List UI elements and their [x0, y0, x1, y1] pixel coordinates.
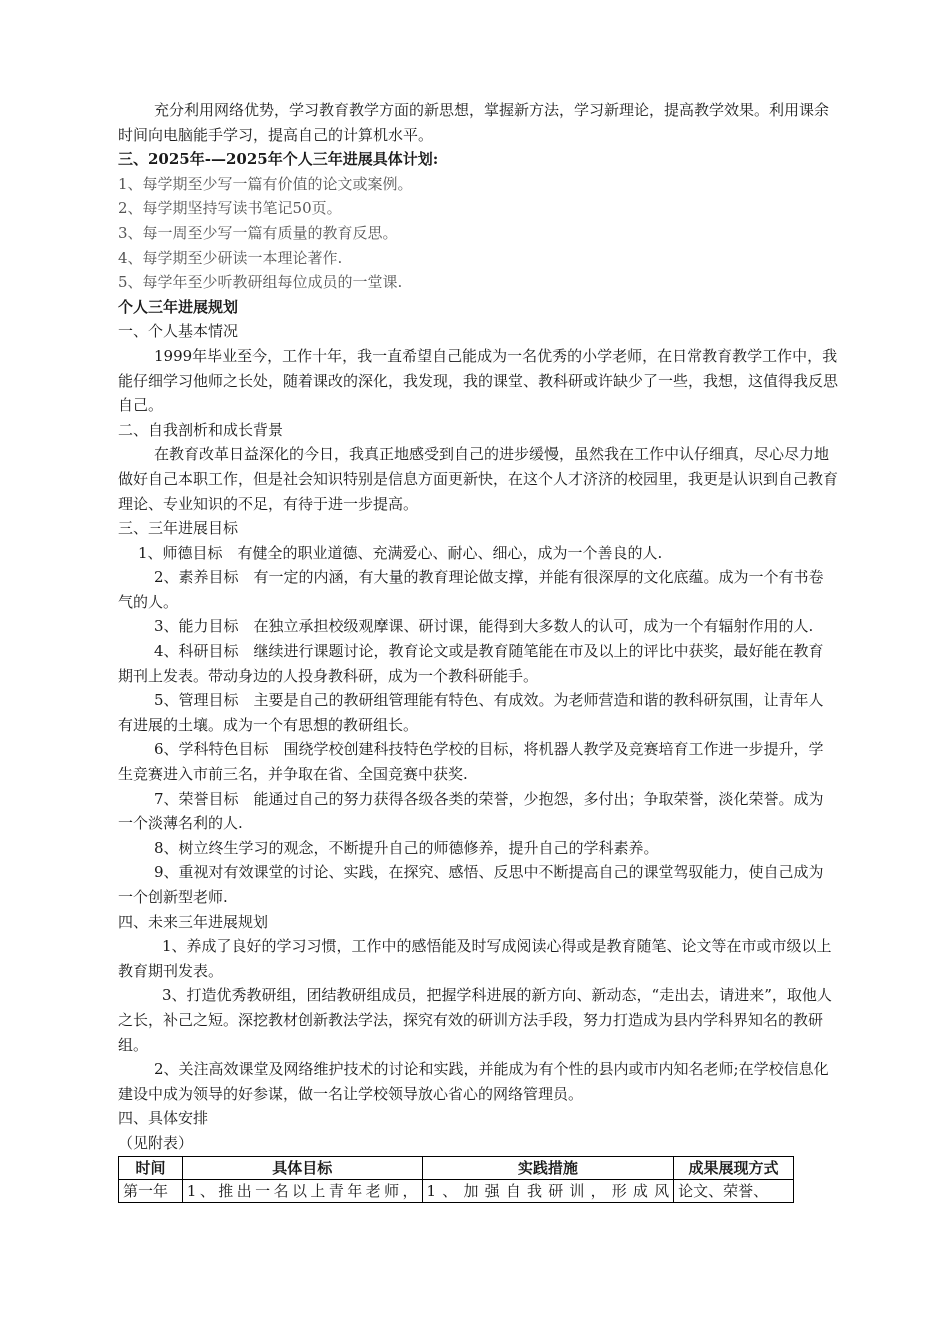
goal-item: 8、树立终生学习的观念，不断提升自己的师德修养，提升自己的学科素养。	[154, 838, 659, 857]
table-cell: 论文、荣誉、	[674, 1179, 794, 1202]
column-header: 时间	[119, 1156, 183, 1179]
section-heading: 四、未来三年进展规划	[118, 912, 269, 931]
column-header: 成果展现方式	[674, 1156, 794, 1179]
future-item: 3、打造优秀教研组，团结教研组成员，把握学科进展的新方向、新动态，“走出去，请进来”，取他人之长，补己之短。深挖教材创新教法学法，探究有效的研训方法手段，努力打造成为县内学科界知名的教研组。	[118, 986, 832, 1054]
goal-item: 5、管理目标 主要是自己的教研组管理能有特色、有成效。为老师营造和谐的教科研氛围，让青年人有进展的土壤。成为一个有思想的教研组长。	[118, 691, 824, 734]
table-note: （见附表）	[118, 1133, 194, 1152]
plan-heading: 三、2025年-—2025年个人三年进展具体计划:	[118, 150, 439, 169]
goal-item: 4、科研目标 继续进行课题讨论，教育论文或是教育随笔能在市及以上的评比中获奖，最好能在教育期刊上发表。带动身边的人投身教科研，成为一个教科研能手。	[118, 642, 824, 685]
section-body: 1999年毕业至今，工作十年，我一直希望自己能成为一名优秀的小学老师，在日常教育教学工作中，我能仔细学习他师之长处，随着课改的深化，我发现，我的课堂、教科研或许缺少了一些，我想，这值得我反思自己。	[118, 346, 839, 415]
table-cell: 第一年	[119, 1179, 183, 1202]
section-heading: 四、具体安排	[118, 1109, 209, 1128]
table-row	[119, 1179, 794, 1202]
plan-item: 4、每学期至少研读一本理论著作.	[118, 248, 343, 267]
goal-item: 3、能力目标 在独立承担校级观摩课、研讨课，能得到大多数人的认可，成为一个有辐射作用的人.	[154, 617, 814, 636]
goal-item: 7、荣誉目标 能通过自己的努力获得各级各类的荣誉，少抱怨，多付出；争取荣誉，淡化荣誉。成为一个淡薄名利的人.	[118, 789, 824, 833]
goal-item: 9、重视对有效课堂的讨论、实践，在探究、感悟、反思中不断提高自己的课堂驾驭能力，使自己成为一个创新型老师.	[118, 863, 824, 906]
section-heading: 一、个人基本情况	[118, 322, 239, 341]
table-cell: 1、推出一名以上青年老师，	[182, 1179, 422, 1202]
plan-item: 5、每学年至少听教研组每位成员的一堂课.	[118, 273, 403, 292]
section-heading: 二、自我剖析和成长背景	[118, 420, 284, 439]
column-header: 实践措施	[422, 1156, 674, 1179]
plan-item: 3、每一周至少写一篇有质量的教育反思。	[118, 223, 398, 242]
goal-item: 1、师德目标 有健全的职业道德、充满爱心、耐心、细心，成为一个善良的人.	[138, 543, 663, 562]
column-header: 具体目标	[182, 1156, 422, 1179]
future-item: 1、养成了良好的学习习惯，工作中的感悟能及时写成阅读心得或是教育随笔、论文等在市或市级以上教育期刊发表。	[118, 937, 832, 980]
plan-item: 1、每学期至少写一篇有价值的论文或案例。	[118, 174, 413, 193]
document-page	[118, 98, 838, 1203]
schedule-table	[118, 1156, 794, 1203]
goal-item: 2、素养目标 有一定的内涵，有大量的教育理论做支撑，并能有很深厚的文化底蕴。成为一个有书卷气的人。	[118, 568, 824, 611]
future-item: 2、关注高效课堂及网络维护技术的讨论和实践，并能成为有个性的县内或市内知名老师;在学校信息化建设中成为领导的好参谋，做一名让学校领导放心省心的网络管理员。	[118, 1060, 829, 1103]
section-body: 在教育改革日益深化的今日，我真正地感受到自己的进步缓慢，虽然我在工作中认仔细真，尽心尽力地做好自己本职工作，但是社会知识特别是信息方面更新快，在这个人才济济的校园里，我更是认识到自己教育理论、专业知识的不足，有待于进一步提高。	[118, 445, 839, 513]
table-header-row	[119, 1156, 794, 1179]
document-title: 个人三年进展规划	[118, 297, 239, 316]
goal-item: 6、学科特色目标 围绕学校创建科技特色学校的目标，将机器人教学及竞赛培育工作进一步提升，学生竞赛进入市前三名，并争取在省、全国竞赛中获奖.	[118, 740, 824, 784]
plan-item: 2、每学期坚持写读书笔记50页。	[118, 199, 342, 218]
intro-paragraph: 充分利用网络优势，学习教育教学方面的新思想，掌握新方法，学习新理论，提高教学效果。利用课余时间向电脑能手学习，提高自己的计算机水平。	[118, 101, 830, 144]
table-cell: 1、加强自我研训，形成风	[422, 1179, 674, 1202]
section-heading: 三、三年进展目标	[118, 519, 239, 538]
